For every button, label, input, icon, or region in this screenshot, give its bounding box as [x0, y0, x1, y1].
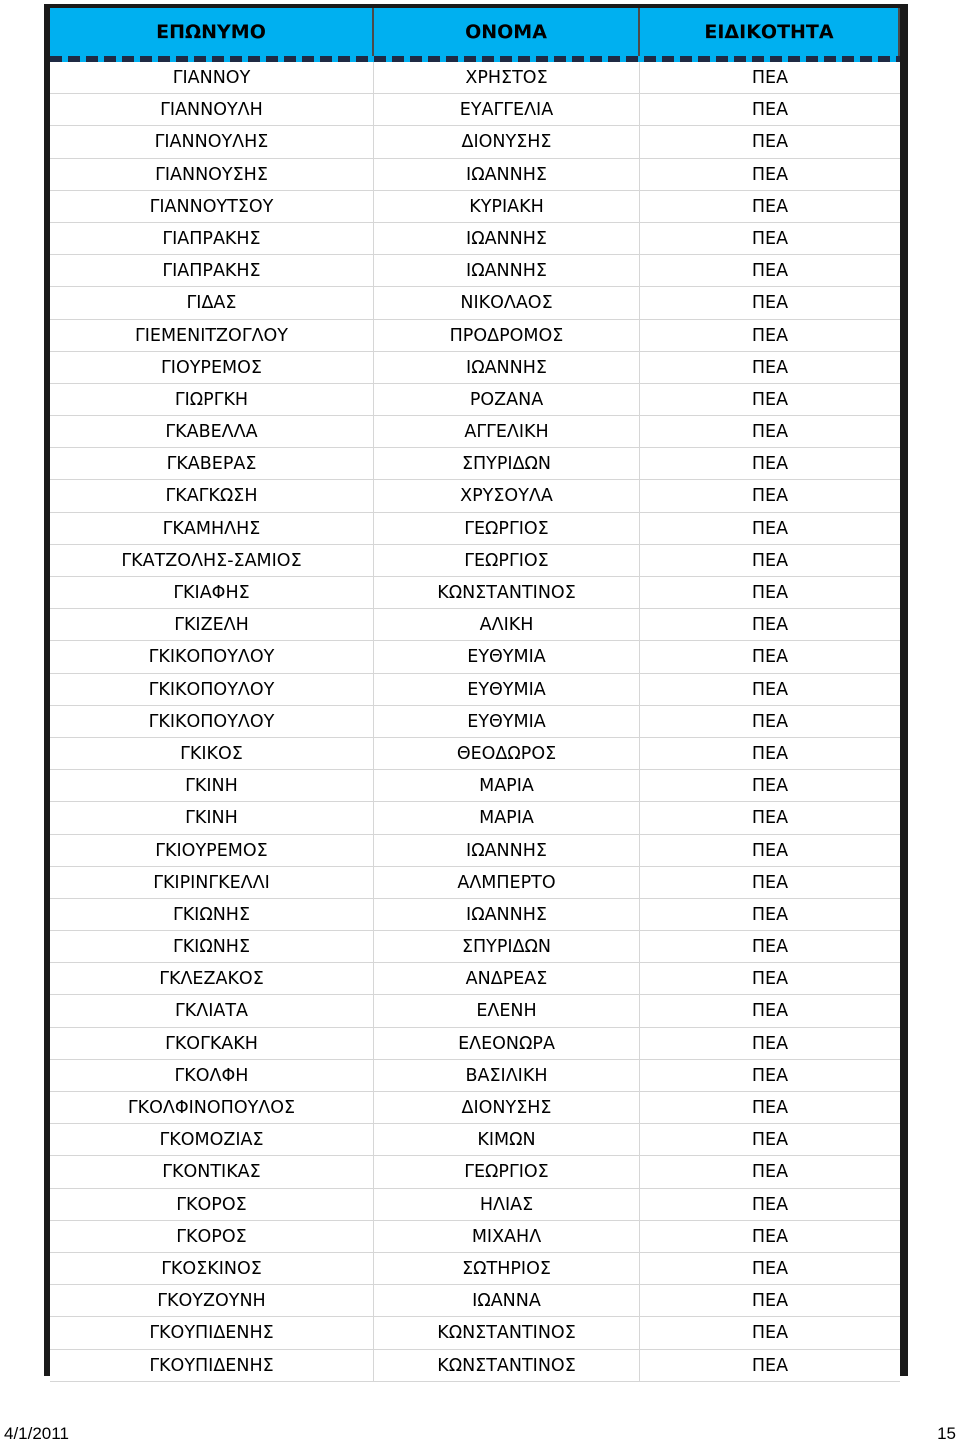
cell-name: ΑΛΙΚΗ	[374, 609, 640, 640]
table-row	[50, 1189, 900, 1221]
cell-specialty: ΠΕΑ	[751, 937, 789, 958]
cell-surname: ΓΙΟΥΡΕΜΟΣ	[50, 352, 374, 383]
cell-surname: ΓΙΑΠΡΑΚΗΣ	[50, 255, 374, 286]
cell-name: ΚΩΝΣΤΑΝΤΙΝΟΣ	[374, 577, 640, 608]
table-row	[50, 384, 900, 416]
cell-name: ΒΑΣΙΛΙΚΗ	[374, 1060, 640, 1091]
table-row	[50, 1156, 900, 1188]
cell-name: ΝΙΚΟΛΑΟΣ	[374, 287, 640, 318]
cell-surname: ΓΚΙΩΝΗΣ	[50, 899, 374, 930]
cell-specialty: ΠΕΑ	[751, 518, 789, 539]
cell-name: ΕΛΕΟΝΩΡΑ	[374, 1028, 640, 1059]
cell-surname: ΓΚΟΛΦΗ	[50, 1060, 374, 1091]
staff-table	[44, 4, 908, 1376]
cell-name: ΚΩΝΣΤΑΝΤΙΝΟΣ	[374, 1317, 640, 1348]
cell-surname: ΓΚΑΒΕΛΛΑ	[50, 416, 374, 447]
cell-name: ΑΓΓΕΛΙΚΗ	[374, 416, 640, 447]
cell-name: ΔΙΟΝΥΣΗΣ	[374, 126, 640, 157]
cell-name: ΔΙΟΝΥΣΗΣ	[374, 1092, 640, 1123]
table-row	[50, 770, 900, 802]
table-row	[50, 1253, 900, 1285]
table-row	[50, 126, 900, 158]
table-row	[50, 62, 900, 94]
cell-specialty: ΠΕΑ	[751, 679, 789, 700]
cell-specialty: ΠΕΑ	[751, 1001, 789, 1022]
table-row	[50, 609, 900, 641]
cell-specialty: ΠΕΑ	[751, 1323, 789, 1344]
cell-specialty: ΠΕΑ	[751, 1226, 789, 1247]
cell-name: ΚΙΜΩΝ	[374, 1124, 640, 1155]
cell-surname: ΓΚΙΝΗ	[50, 802, 374, 833]
cell-name: ΑΝΔΡΕΑΣ	[374, 963, 640, 994]
cell-name: ΙΩΑΝΝΗΣ	[374, 159, 640, 190]
cell-surname: ΓΙΑΝΝΟΥΣΗΣ	[50, 159, 374, 190]
cell-surname: ΓΙΕΜΕΝΙΤΖΟΓΛΟΥ	[50, 320, 374, 351]
table-frame-right	[900, 4, 908, 1376]
cell-name: ΘΕΟΔΩΡΟΣ	[374, 738, 640, 769]
cell-name: ΙΩΑΝΝΗΣ	[374, 352, 640, 383]
cell-specialty: ΠΕΑ	[751, 389, 789, 410]
cell-specialty: ΠΕΑ	[751, 261, 789, 282]
cell-name: ΜΑΡΙΑ	[374, 802, 640, 833]
table-row	[50, 1317, 900, 1349]
footer-date: 4/1/2011	[4, 1424, 69, 1443]
table-row	[50, 577, 900, 609]
cell-name: ΡΟΖΑΝΑ	[374, 384, 640, 415]
table-row	[50, 159, 900, 191]
table-row	[50, 1092, 900, 1124]
cell-surname: ΓΙΑΝΝΟΥ	[50, 62, 374, 93]
table-row	[50, 513, 900, 545]
cell-surname: ΓΚΟΝΤΙΚΑΣ	[50, 1156, 374, 1187]
table-row	[50, 416, 900, 448]
cell-surname: ΓΙΩΡΓΚΗ	[50, 384, 374, 415]
cell-name: ΣΠΥΡΙΔΩΝ	[374, 448, 640, 479]
cell-name: ΕΥΑΓΓΕΛΙΑ	[374, 94, 640, 125]
cell-specialty: ΠΕΑ	[751, 743, 789, 764]
table-row	[50, 641, 900, 673]
cell-name: ΚΥΡΙΑΚΗ	[374, 191, 640, 222]
cell-name: ΓΕΩΡΓΙΟΣ	[374, 545, 640, 576]
cell-name: ΕΛΕΝΗ	[374, 995, 640, 1026]
cell-specialty: ΠΕΑ	[751, 1355, 789, 1376]
table-row	[50, 674, 900, 706]
cell-surname: ΓΚΙΚΟΠΟΥΛΟΥ	[50, 641, 374, 672]
cell-name: ΗΛΙΑΣ	[374, 1189, 640, 1220]
cell-specialty: ΠΕΑ	[751, 1065, 789, 1086]
cell-name: ΜΑΡΙΑ	[374, 770, 640, 801]
cell-surname: ΓΚΙΚΟΠΟΥΛΟΥ	[50, 706, 374, 737]
cell-specialty: ΠΕΑ	[751, 583, 789, 603]
cell-surname: ΓΚΙΚΟΠΟΥΛΟΥ	[50, 674, 374, 705]
table-row	[50, 191, 900, 223]
table-row	[50, 352, 900, 384]
table-header	[50, 8, 900, 62]
cell-surname: ΓΚΙΑΦΗΣ	[50, 577, 374, 608]
cell-specialty: ΠΕΑ	[751, 1033, 789, 1054]
cell-surname: ΓΚΙΖΕΛΗ	[50, 609, 374, 640]
cell-surname: ΓΚΙΚΟΣ	[50, 738, 374, 769]
cell-name: ΓΕΩΡΓΙΟΣ	[374, 1156, 640, 1187]
cell-specialty: ΠΕΑ	[751, 100, 789, 121]
cell-surname: ΓΚΑΓΚΩΣΗ	[50, 480, 374, 511]
table-row	[50, 1060, 900, 1092]
cell-specialty: ΠΕΑ	[751, 1162, 789, 1183]
table-row	[50, 963, 900, 995]
cell-surname: ΓΚΟΓΚΑΚΗ	[50, 1028, 374, 1059]
table-row	[50, 1124, 900, 1156]
table-row	[50, 320, 900, 352]
cell-specialty: ΠΕΑ	[751, 872, 789, 893]
page-number: 15	[937, 1424, 956, 1443]
cell-surname: ΓΚΟΥΠΙΔΕΝΗΣ	[50, 1317, 374, 1348]
table-row	[50, 94, 900, 126]
cell-specialty: ΠΕΑ	[751, 969, 789, 990]
cell-specialty: ΠΕΑ	[751, 711, 789, 732]
cell-surname: ΓΚΙΝΗ	[50, 770, 374, 801]
table-row	[50, 1285, 900, 1317]
table-row	[50, 223, 900, 255]
cell-specialty: ΠΕΑ	[751, 422, 789, 443]
cell-specialty: ΠΕΑ	[751, 325, 789, 346]
cell-specialty: ΠΕΑ	[751, 68, 789, 88]
cell-name: ΣΠΥΡΙΔΩΝ	[374, 931, 640, 962]
cell-name: ΙΩΑΝΝΗΣ	[374, 835, 640, 866]
cell-name: ΕΥΘΥΜΙΑ	[374, 674, 640, 705]
cell-name: ΚΩΝΣΤΑΝΤΙΝΟΣ	[374, 1350, 640, 1381]
table-row	[50, 802, 900, 834]
cell-specialty: ΠΕΑ	[751, 840, 789, 861]
table-row	[50, 287, 900, 319]
cell-specialty: ΠΕΑ	[751, 357, 789, 378]
cell-surname: ΓΚΟΜΟΖΙΑΣ	[50, 1124, 374, 1155]
cell-surname: ΓΚΙΟΥΡΕΜΟΣ	[50, 835, 374, 866]
table-row	[50, 899, 900, 931]
table-body	[50, 62, 900, 1382]
cell-surname: ΓΙΑΝΝΟΥΛΗ	[50, 94, 374, 125]
cell-surname: ΓΙΔΑΣ	[50, 287, 374, 318]
cell-surname: ΓΚΟΥΖΟΥΝΗ	[50, 1285, 374, 1316]
cell-name: ΕΥΘΥΜΙΑ	[374, 706, 640, 737]
header-specialty: ΕΙΔΙΚΟΤΗΤΑ	[640, 8, 900, 56]
cell-specialty: ΠΕΑ	[751, 1194, 789, 1215]
header-name: ΟΝΟΜΑ	[374, 8, 640, 56]
cell-surname: ΓΚΟΣΚΙΝΟΣ	[50, 1253, 374, 1284]
cell-surname: ΓΚΟΡΟΣ	[50, 1221, 374, 1252]
cell-surname: ΓΚΛΕΖΑΚΟΣ	[50, 963, 374, 994]
table-row	[50, 995, 900, 1027]
cell-surname: ΓΚΙΩΝΗΣ	[50, 931, 374, 962]
cell-specialty: ΠΕΑ	[751, 486, 789, 507]
cell-specialty: ΠΕΑ	[751, 454, 789, 475]
cell-surname: ΓΚΟΥΠΙΔΕΝΗΣ	[50, 1350, 374, 1381]
table-row	[50, 835, 900, 867]
cell-surname: ΓΚΑΤΖΟΛΗΣ-ΣΑΜΙΟΣ	[50, 545, 374, 576]
cell-specialty: ΠΕΑ	[751, 132, 789, 153]
cell-specialty: ΠΕΑ	[751, 293, 789, 314]
cell-name: ΠΡΟΔΡΟΜΟΣ	[374, 320, 640, 351]
table-row	[50, 867, 900, 899]
cell-specialty: ΠΕΑ	[751, 647, 789, 668]
cell-specialty: ΠΕΑ	[751, 1130, 789, 1151]
cell-specialty: ΠΕΑ	[751, 1098, 789, 1118]
cell-specialty: ΠΕΑ	[751, 776, 789, 797]
table-row	[50, 1221, 900, 1253]
cell-specialty: ΠΕΑ	[751, 1258, 789, 1279]
cell-name: ΙΩΑΝΝΗΣ	[374, 223, 640, 254]
cell-surname: ΓΙΑΠΡΑΚΗΣ	[50, 223, 374, 254]
cell-name: ΜΙΧΑΗΛ	[374, 1221, 640, 1252]
cell-surname: ΓΚΛΙΑΤΑ	[50, 995, 374, 1026]
cell-name: ΣΩΤΗΡΙΟΣ	[374, 1253, 640, 1284]
cell-surname: ΓΚΟΛΦΙΝΟΠΟΥΛΟΣ	[50, 1092, 374, 1123]
cell-specialty: ΠΕΑ	[751, 196, 789, 217]
table-row	[50, 706, 900, 738]
table-row	[50, 448, 900, 480]
table-row	[50, 738, 900, 770]
cell-name: ΙΩΑΝΝΗΣ	[374, 899, 640, 930]
table-row	[50, 480, 900, 512]
cell-name: ΧΡΥΣΟΥΛΑ	[374, 480, 640, 511]
cell-name: ΙΩΑΝΝΑ	[374, 1285, 640, 1316]
cell-name: ΧΡΗΣΤΟΣ	[374, 62, 640, 93]
table-row	[50, 545, 900, 577]
cell-specialty: ΠΕΑ	[751, 228, 789, 249]
cell-name: ΑΛΜΠΕΡΤΟ	[374, 867, 640, 898]
cell-surname: ΓΚΑΒΕΡΑΣ	[50, 448, 374, 479]
cell-surname: ΓΚΑΜΗΛΗΣ	[50, 513, 374, 544]
table-row	[50, 1350, 900, 1382]
cell-surname: ΓΚΙΡΙΝΓΚΕΛΛΙ	[50, 867, 374, 898]
header-surname: ΕΠΩΝΥΜΟ	[50, 8, 374, 56]
cell-specialty: ΠΕΑ	[751, 904, 789, 925]
cell-specialty: ΠΕΑ	[751, 615, 789, 636]
cell-specialty: ΠΕΑ	[751, 164, 789, 185]
cell-specialty: ΠΕΑ	[751, 550, 789, 571]
cell-name: ΙΩΑΝΝΗΣ	[374, 255, 640, 286]
table-row	[50, 1028, 900, 1060]
cell-specialty: ΠΕΑ	[751, 1291, 789, 1312]
cell-surname: ΓΙΑΝΝΟΥΤΣΟΥ	[50, 191, 374, 222]
cell-specialty: ΠΕΑ	[751, 808, 789, 829]
cell-name: ΓΕΩΡΓΙΟΣ	[374, 513, 640, 544]
cell-name: ΕΥΘΥΜΙΑ	[374, 641, 640, 672]
cell-surname: ΓΙΑΝΝΟΥΛΗΣ	[50, 126, 374, 157]
table-row	[50, 255, 900, 287]
table-row	[50, 931, 900, 963]
cell-surname: ΓΚΟΡΟΣ	[50, 1189, 374, 1220]
